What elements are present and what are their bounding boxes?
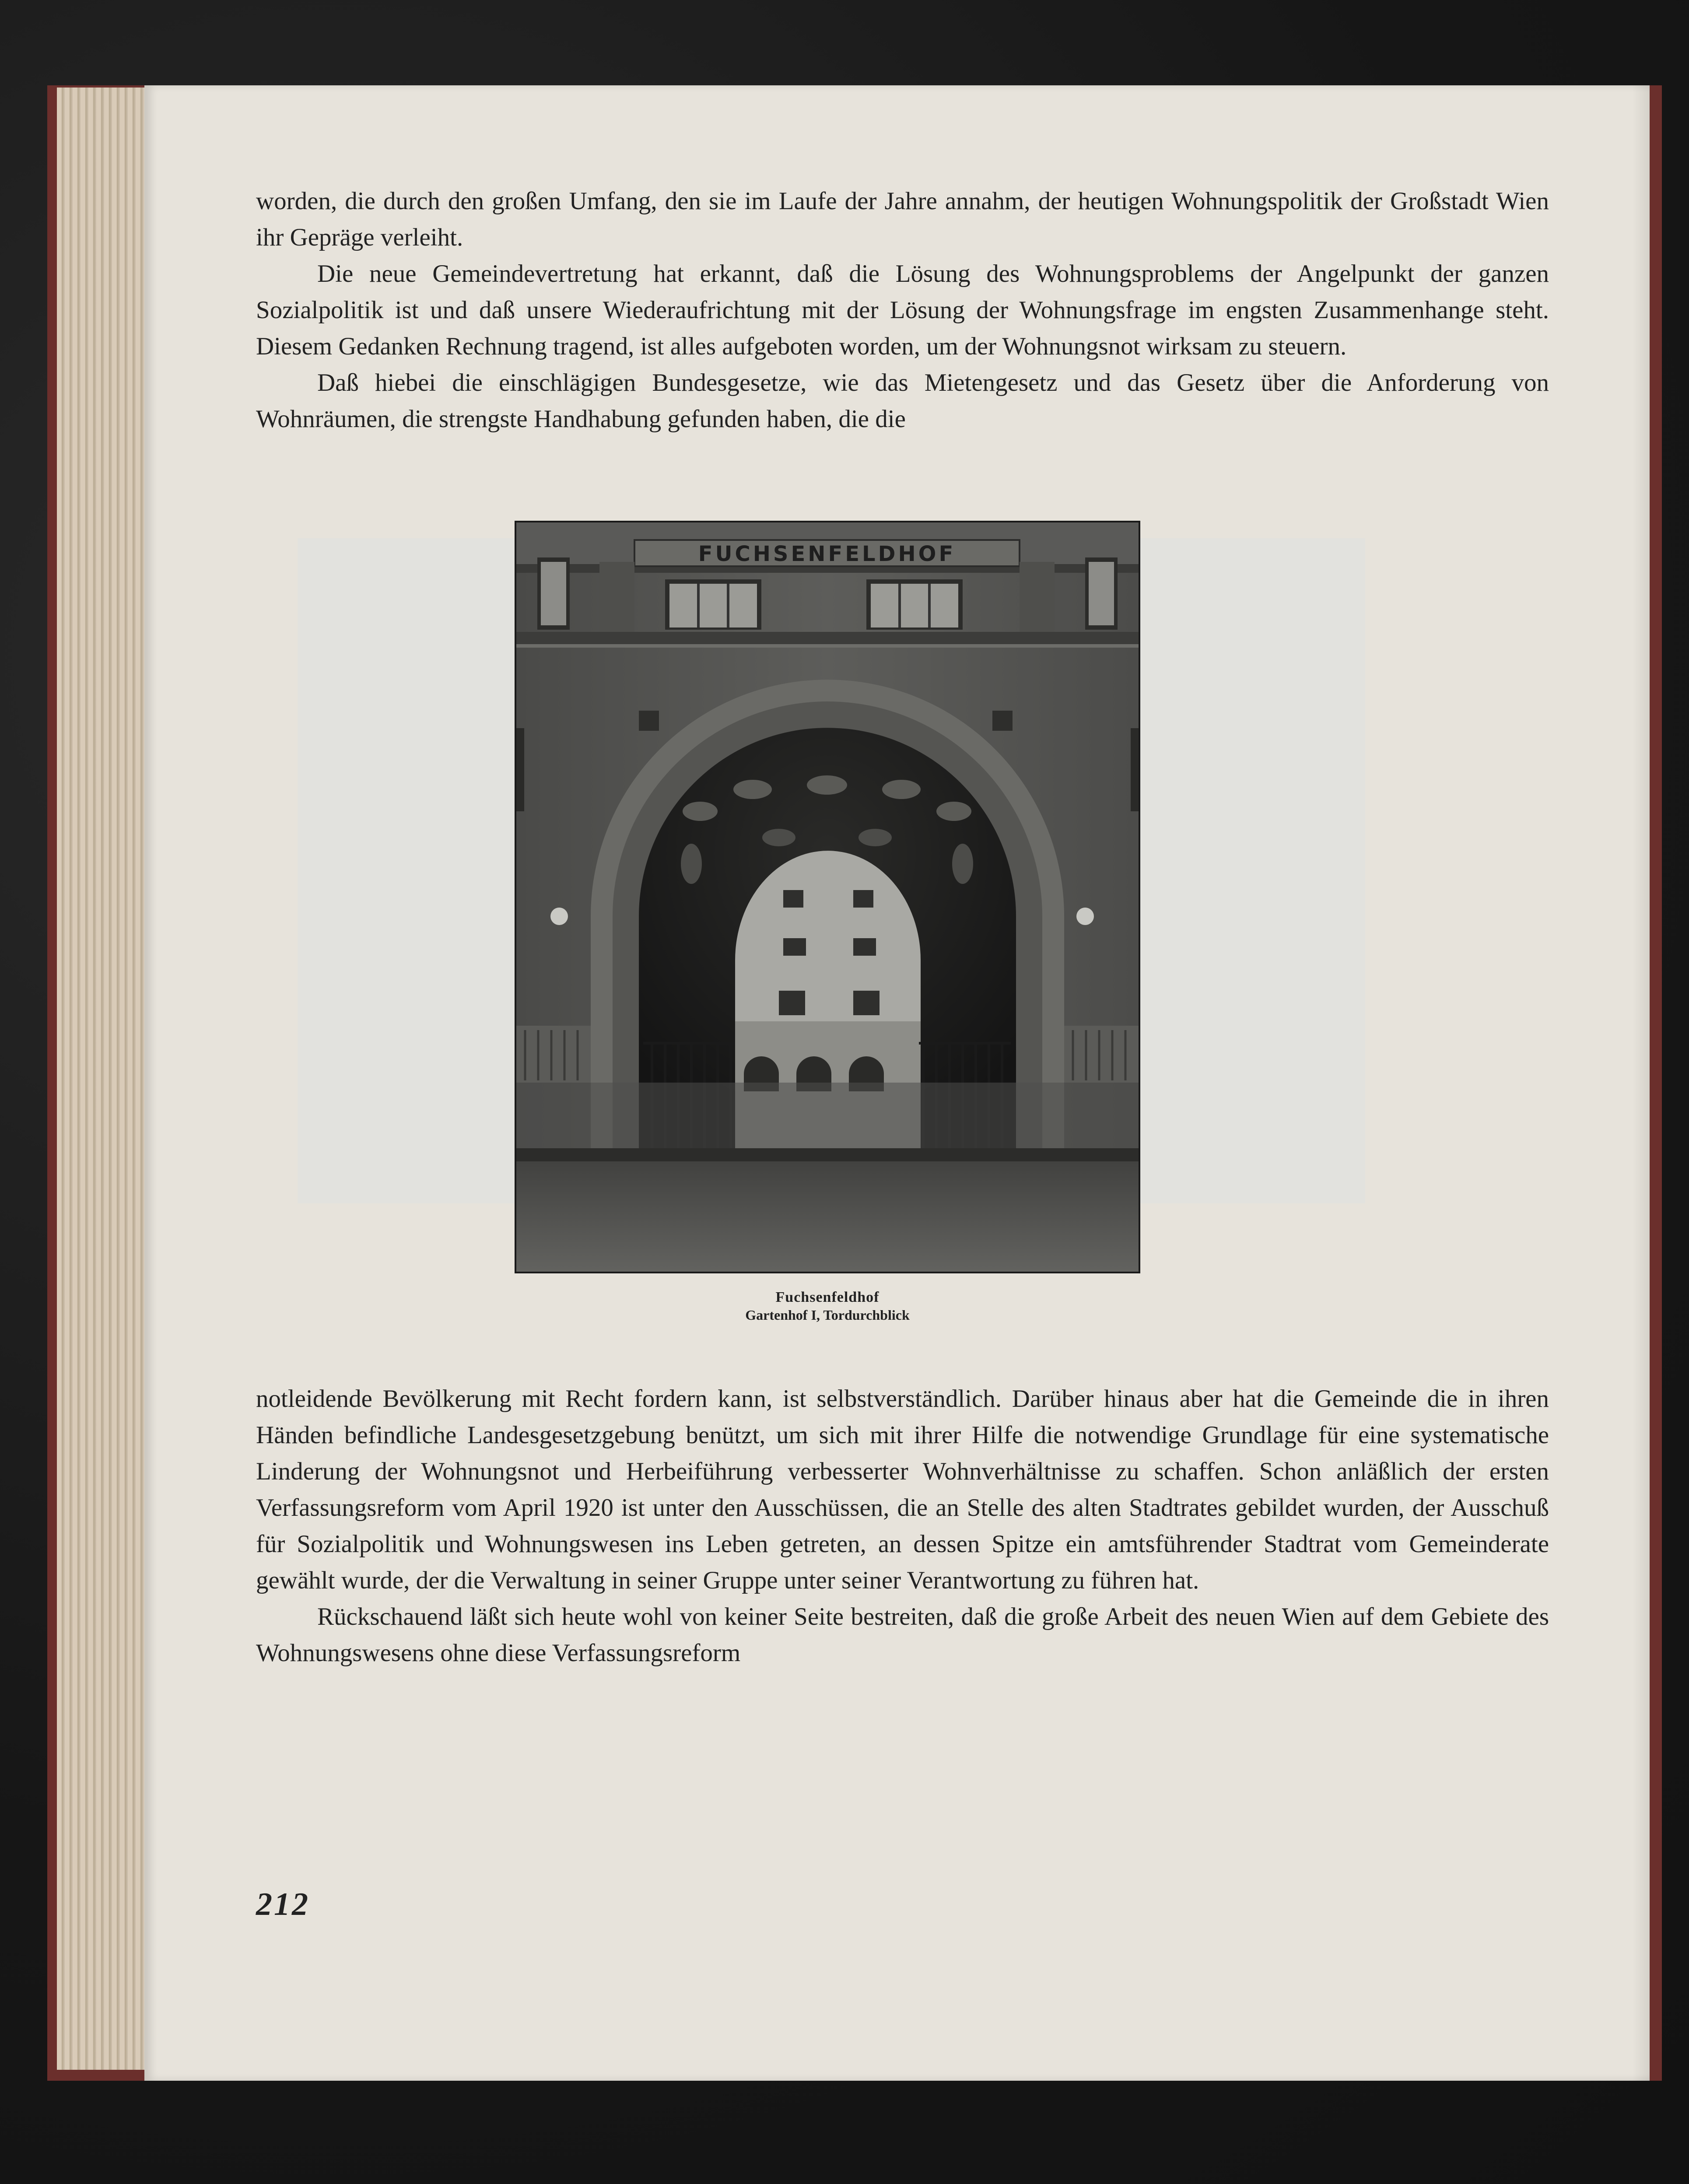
paragraph-continued: worden, die durch den großen Umfang, den sie im Laufe der Jahre annahm, der heutigen Wohnungspolitik der Großstadt Wien ihr Gepräge verleiht.	[256, 187, 1549, 251]
paragraph-continued: notleidende Bevölkerung mit Recht fordern kann, ist selbstverständlich. Darüber hinaus aber hat die Gemeinde die in ihren Händen befindliche Landesgesetzgebung benützt, um sich mit ihrer Hilfe die notwendige Grundlage für eine systematische Linderung der Wohnungsnot und Herbeiführung verbesserter Wohnverhältnisse zu schaffen. Schon anläßlich der ersten Verfassungsreform vom April 1920 ist unter den Ausschüssen, die an Stelle des alten Stadtrates gebildet wurden, der Ausschuß für Sozialpolitik und Wohnungswesen ins Leben getreten, an dessen Spitze ein amtsführender Stadtrat vom Gemeinderate gewählt wurde, der die Verwaltung in seiner Gruppe unter seiner Verantwortung zu führen hat.	[256, 1385, 1549, 1594]
paragraph: Rückschauend läßt sich heute wohl von keiner Seite bestreiten, daß die große Arbeit des neuen Wien auf dem Gebiete des Wohnungswesens ohne diese Verfassungsreform	[256, 1603, 1549, 1667]
paragraph: Daß hiebei die einschlägigen Bundesgesetze, wie das Mietengesetz und das Gesetz über die Anforderung von Wohnräumen, die strengste Handhabung gefunden haben, die die	[256, 369, 1549, 433]
page-edges	[57, 88, 153, 2070]
page-gutter-shadow	[1632, 85, 1650, 2081]
photograph-fuchsenfeldhof	[515, 521, 1140, 1273]
bottom-text-block	[256, 1381, 1549, 1671]
building-sign-text: FUCHSENFELDHOF	[698, 542, 956, 566]
photo-caption-subtitle: Gartenhof I, Tordurchblick	[745, 1307, 910, 1323]
paragraph: Die neue Gemeindevertretung hat erkannt, daß die Lösung des Wohnungsproblems der Angelpunkt der ganzen Sozialpolitik ist und daß unsere Wiederaufrichtung mit der Lösung der Wohnungsfrage im engsten Zusammenhange steht. Diesem Gedanken Rechnung tragend, ist alles aufgeboten worden, um der Wohnungsnot wirksam zu steuern.	[256, 260, 1549, 360]
page-number: 212	[256, 1886, 310, 1922]
top-text-block	[256, 183, 1549, 437]
photo-caption-title: Fuchsenfeldhof	[775, 1289, 880, 1305]
